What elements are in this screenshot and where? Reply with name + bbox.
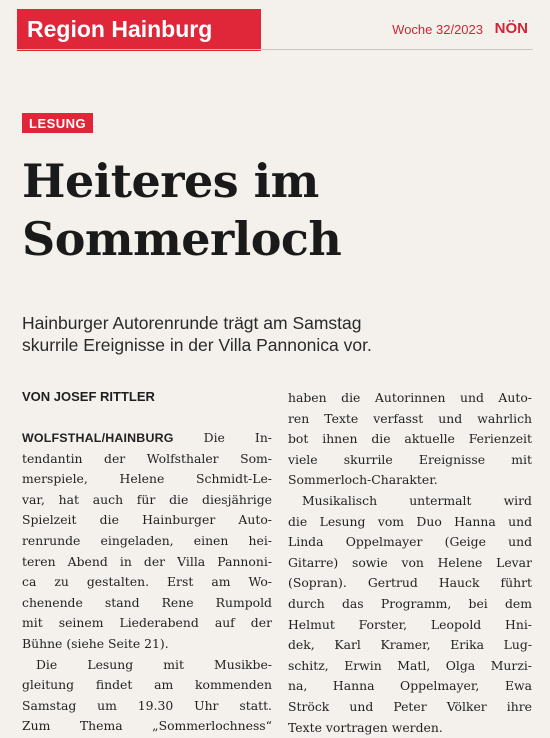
body-line: teren Abend in der Villa Pannoni- xyxy=(22,552,272,573)
body-line: Texte vortragen werden. xyxy=(288,718,532,738)
body-line xyxy=(22,428,272,449)
body-line: Ströck und Peter Völker ihre xyxy=(288,697,532,718)
section-title: Region Hainburg xyxy=(27,16,212,43)
body-line: merspiele, Helene Schmidt-Le- xyxy=(22,469,272,490)
body-line: (Sopran). Gertrud Hauck führt xyxy=(288,573,532,594)
body-line: Die Lesung mit Musikbe- xyxy=(22,655,272,676)
body-line: Linda Oppelmayer (Geige und xyxy=(288,532,532,553)
article-subheadline xyxy=(22,312,522,356)
body-line: ca zu gestalten. Erst am Wo- xyxy=(22,572,272,593)
dateline: WOLFSTHAL/HAINBURG xyxy=(22,431,174,445)
body-line: chenende stand Rene Rumpold xyxy=(22,593,272,614)
body-line: durch das Programm, bei dem xyxy=(288,594,532,615)
body-column-left xyxy=(22,428,272,737)
body-line: haben die Autorinnen und Auto- xyxy=(288,388,532,409)
byline: VON JOSEF RITTLER xyxy=(22,389,155,404)
body-line: Zum Thema „Sommerlochness“ xyxy=(22,716,272,737)
body-line: bot ihnen die aktuelle Ferienzeit xyxy=(288,429,532,450)
subhead-line: skurrile Ereignisse in der Villa Pannonica vor. xyxy=(22,334,522,356)
body-line: schitz, Erwin Matl, Olga Murzi- xyxy=(288,656,532,677)
body-line-text: Die In- xyxy=(174,430,272,445)
issue-label: Woche 32/2023 xyxy=(392,22,483,37)
body-line: Sommerloch-Charakter. xyxy=(288,470,532,491)
article-headline xyxy=(22,152,522,268)
body-line: Helmut Forster, Leopold Hni- xyxy=(288,615,532,636)
body-line: Samstag um 19.30 Uhr statt. xyxy=(22,696,272,717)
body-line: ren Texte verfasst und wahrlich xyxy=(288,409,532,430)
body-line: Spielzeit die Hainburger Auto- xyxy=(22,510,272,531)
brand-logo: NÖN xyxy=(495,20,528,37)
body-line: renrunde eingeladen, einen hei- xyxy=(22,531,272,552)
body-line: tendantin der Wolfsthaler Som- xyxy=(22,449,272,470)
body-line: Musikalisch untermalt wird xyxy=(288,491,532,512)
headline-line: Sommerloch xyxy=(22,210,522,268)
body-line: dek, Karl Kramer, Erika Lug- xyxy=(288,635,532,656)
body-line: mit seinem Liederabend auf der xyxy=(22,613,272,634)
body-line: var, hat auch für die diesjährige xyxy=(22,490,272,511)
subhead-line: Hainburger Autorenrunde trägt am Samstag xyxy=(22,312,522,334)
body-line: na, Hanna Oppelmayer, Ewa xyxy=(288,676,532,697)
section-header xyxy=(17,9,261,51)
body-line: Gitarre) sowie von Helene Levar xyxy=(288,553,532,574)
body-line: die Lesung vom Duo Hanna und xyxy=(288,512,532,533)
body-line: viele skurrile Ereignisse mit xyxy=(288,450,532,471)
body-line: gleitung findet am kommenden xyxy=(22,675,272,696)
header-divider xyxy=(17,49,533,50)
body-line: Bühne (siehe Seite 21). xyxy=(22,634,272,655)
body-column-right xyxy=(288,388,532,738)
kicker-badge: LESUNG xyxy=(22,113,93,133)
headline-line: Heiteres im xyxy=(22,152,522,210)
